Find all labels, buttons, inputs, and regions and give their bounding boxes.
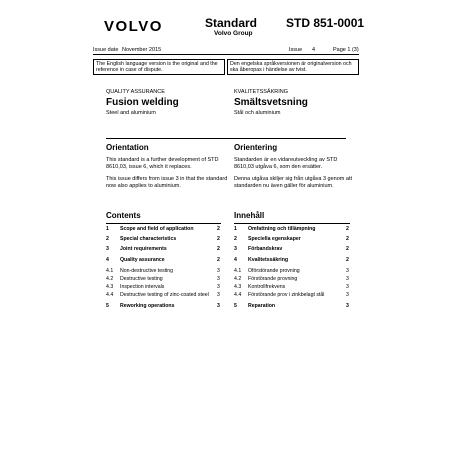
toc-title: Inspection intervals <box>120 284 165 290</box>
toc-number: 4 <box>106 257 109 263</box>
toc-title: Non-destructive testing <box>120 268 174 274</box>
toc-page: 3 <box>346 284 349 290</box>
toc-page: 2 <box>346 236 349 242</box>
issue-date-value: November 2015 <box>122 47 162 53</box>
notice-sv: Den engelska språkversionen är originalversion och ska åberopas i händelse av tvist. <box>227 59 359 75</box>
issue-value: 4 <box>312 47 316 53</box>
category-sv: KVALITETSSÄKRING <box>234 89 288 95</box>
toc-page: 3 <box>346 303 349 309</box>
toc-page: 2 <box>346 226 349 232</box>
toc-row <box>234 226 350 235</box>
toc-title: Scope and field of application <box>120 226 194 232</box>
toc-page: 3 <box>217 303 220 309</box>
toc-title: Reparation <box>248 303 276 309</box>
header-rule <box>93 54 359 55</box>
toc-page: 2 <box>217 246 220 252</box>
issue-date-label: Issue date <box>93 47 119 53</box>
toc-row <box>106 236 221 245</box>
toc-number: 1 <box>234 226 237 232</box>
orientation-p2-sv: Denna utgåva skiljer sig från utgåva 3 genom att standarden nu även gäller för aluminium. <box>234 176 353 189</box>
toc-title: Oförstörande provning <box>248 268 300 274</box>
toc-row <box>234 257 350 266</box>
toc-row <box>106 292 221 301</box>
toc-row <box>106 303 221 312</box>
toc-page: 3 <box>346 268 349 274</box>
volvo-logo: VOLVO <box>104 18 163 35</box>
toc-row <box>106 226 221 235</box>
toc-page: 3 <box>217 268 220 274</box>
toc-title: Omfattning och tillämpning <box>248 226 316 232</box>
toc-page: 2 <box>217 257 220 263</box>
contents-heading-en: Contents <box>106 211 141 220</box>
toc-page: 3 <box>346 276 349 282</box>
toc-title: Destructive testing of zinc-coated steel <box>120 292 209 298</box>
orientation-p1-sv: Standarden är en vidareutveckling av STD 8610,03 utgåva 6, som den ersätter. <box>234 157 338 170</box>
toc-number: 4.3 <box>234 284 242 290</box>
issue-label: Issue <box>289 47 303 53</box>
toc-title: Förstörande prov i zinkbelagt stål <box>248 292 325 298</box>
toc-page: 3 <box>217 284 220 290</box>
toc-number: 4.1 <box>234 268 242 274</box>
toc-title: Quality assurance <box>120 257 165 263</box>
toc-page: 2 <box>346 246 349 252</box>
toc-number: 4.4 <box>234 292 242 298</box>
toc-number: 4 <box>234 257 237 263</box>
toc-page: 2 <box>217 236 220 242</box>
toc-title: Förbandskrav <box>248 246 283 252</box>
toc-row <box>234 246 350 255</box>
toc-title: Special characteristics <box>120 236 177 242</box>
page-label: Page 1 (3) <box>333 47 359 53</box>
toc-title: Kontrollfrekvens <box>248 284 286 290</box>
title-en: Fusion welding <box>106 97 179 108</box>
toc-page: 3 <box>217 276 220 282</box>
standard-number: STD 851-0001 <box>286 16 365 30</box>
subtitle-en: Steel and aluminium <box>106 110 156 116</box>
toc-title: Reworking operations <box>120 303 175 309</box>
toc-number: 4.3 <box>106 284 114 290</box>
toc-page: 3 <box>217 292 220 298</box>
toc-row <box>106 257 221 266</box>
toc-number: 3 <box>106 246 109 252</box>
toc-row <box>234 292 350 301</box>
toc-rule <box>234 223 350 224</box>
toc-number: 3 <box>234 246 237 252</box>
toc-rule <box>106 223 221 224</box>
orientation-p1-en: This standard is a further development of STD 8610,03, issue 6, which it replaces. <box>106 157 219 170</box>
subtitle-sv: Stål och aluminium <box>234 110 281 116</box>
toc-number: 4.2 <box>106 276 114 282</box>
toc-page: 2 <box>346 257 349 263</box>
toc-number: 2 <box>234 236 237 242</box>
category-en: QUALITY ASSURANCE <box>106 89 165 95</box>
orientation-rule <box>106 138 346 139</box>
toc-number: 5 <box>106 303 109 309</box>
toc-number: 5 <box>234 303 237 309</box>
toc-row <box>106 246 221 255</box>
orientation-heading-sv: Orientering <box>234 143 278 152</box>
contents-heading-sv: Innehåll <box>234 211 265 220</box>
toc-row <box>234 303 350 312</box>
toc-number: 2 <box>106 236 109 242</box>
toc-title: Förstörande provning <box>248 276 298 282</box>
toc-number: 4.1 <box>106 268 114 274</box>
toc-row <box>234 236 350 245</box>
group-label: Volvo Group <box>214 30 253 37</box>
orientation-p2-en: This issue differs from issue 3 in that the standard now also applies to aluminium. <box>106 176 228 189</box>
toc-title: Kvalitetssäkring <box>248 257 289 263</box>
orientation-heading-en: Orientation <box>106 143 149 152</box>
toc-page: 3 <box>346 292 349 298</box>
toc-title: Joint requirements <box>120 246 167 252</box>
toc-number: 4.2 <box>234 276 242 282</box>
toc-title: Speciella egenskaper <box>248 236 301 242</box>
toc-number: 4.4 <box>106 292 114 298</box>
toc-page: 2 <box>217 226 220 232</box>
standard-label: Standard <box>205 16 258 30</box>
notice-en: The English language version is the original and the reference in case of dispute. <box>93 59 225 75</box>
toc-number: 1 <box>106 226 109 232</box>
title-sv: Smältsvetsning <box>234 97 308 108</box>
toc-title: Destructive testing <box>120 276 163 282</box>
